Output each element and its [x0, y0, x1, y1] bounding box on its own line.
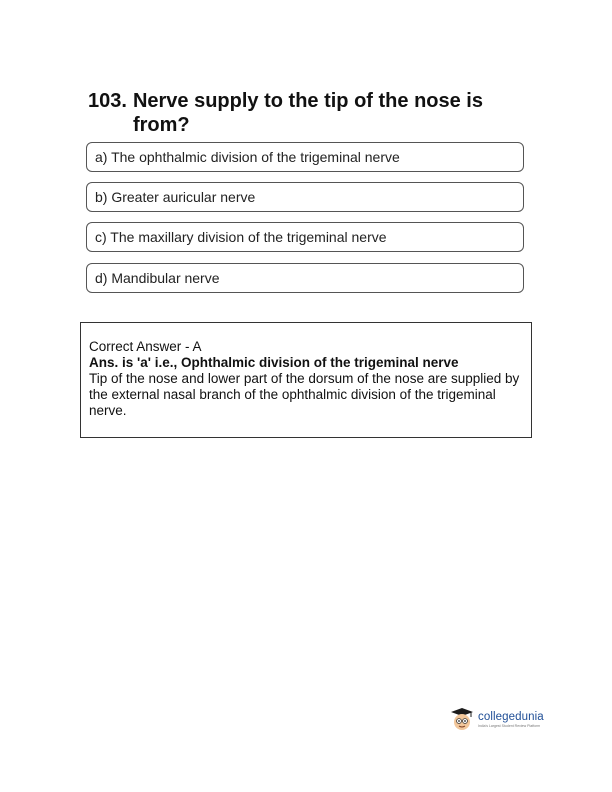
mascot-icon: [450, 707, 474, 733]
question-number: 103.: [88, 90, 127, 112]
logo-wordmark: collegedunia: [478, 710, 544, 723]
answer-box: [80, 322, 532, 438]
logo-tagline: India's Largest Student Review Platform: [478, 724, 541, 728]
question: [88, 89, 528, 137]
option-b[interactable]: b) Greater auricular nerve: [86, 182, 524, 212]
answer-heading: Ans. is 'a' i.e., Ophthalmic division of the trigeminal nerve: [89, 355, 459, 370]
option-d[interactable]: d) Mandibular nerve: [86, 263, 524, 293]
option-a[interactable]: a) The ophthalmic division of the trigeminal nerve: [86, 142, 524, 172]
answer-explanation: Tip of the nose and lower part of the dorsum of the nose are supplied by the external nasal branch of the ophthalmic division of the trigeminal nerve.: [89, 371, 520, 418]
collegedunia-logo: [450, 703, 560, 737]
question-text: Nerve supply to the tip of the nose is from?: [132, 90, 483, 136]
correct-answer: Correct Answer - A: [89, 339, 202, 354]
option-c[interactable]: c) The maxillary division of the trigeminal nerve: [86, 222, 524, 252]
